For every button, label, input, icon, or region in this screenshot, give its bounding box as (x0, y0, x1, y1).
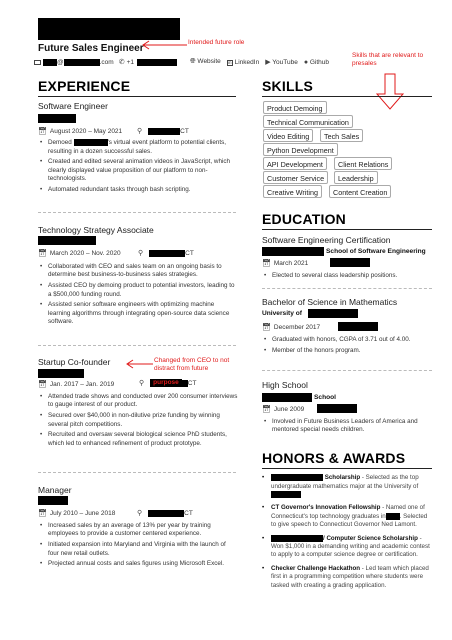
honor-text: - Won $1,000 in a demanding writing and academic contest to apply to a computer science degree or certification. (271, 534, 430, 559)
job-divider (38, 472, 236, 473)
job-bullets-1 (40, 139, 238, 197)
honor-title: CT Governor's Innovation Fellowship (271, 504, 381, 512)
skills-rule (262, 96, 432, 97)
edu-date-3 (262, 405, 304, 413)
job-meta-4 (38, 509, 115, 517)
link-linkedin[interactable] (227, 59, 259, 66)
location-pin-icon: ⚲ (137, 510, 143, 517)
job-bullets-4 (40, 522, 238, 571)
job-meta-1 (38, 127, 122, 135)
phone-prefix: +1 (126, 58, 134, 66)
list-item: • Recruited and oversaw several biological science PhD students, which led to enhanced refinement of product prototype. (40, 431, 238, 448)
startup-annotation: Changed from CEO to not distract from future (154, 357, 230, 373)
job-bullets-2 (40, 263, 238, 329)
location-redacted-2 (149, 250, 185, 257)
job-meta-3 (38, 380, 114, 388)
edu-org-1: School of Software Engineering (326, 248, 426, 255)
skill-tag: Technical Communication (263, 115, 353, 128)
honors-rule (262, 468, 432, 469)
list-item: • Collaborated with CEO and sales team on an ongoing basis to determine best business-to-business sales strategies. (40, 263, 238, 280)
edu-location-redacted-2 (338, 322, 378, 331)
honor-name-redacted (271, 535, 323, 542)
edu-title-1: Software Engineering Certification (262, 235, 391, 245)
github-icon: ● (303, 58, 309, 66)
edu-date-1 (262, 259, 308, 267)
list-item (40, 158, 238, 183)
skill-tag: Product Demoing (263, 101, 327, 114)
list-item (40, 186, 238, 194)
email-domain-redacted (64, 59, 100, 66)
location-pin-icon: ⚲ (138, 250, 144, 257)
link-youtube-label: YouTube (272, 59, 298, 66)
company-redacted-2 (38, 236, 96, 245)
job-dates-4: July 2010 – June 2018 (49, 509, 116, 517)
edu-org-3: School (314, 394, 336, 401)
skill-tag: Content Creation (329, 185, 391, 198)
link-github[interactable] (304, 59, 329, 66)
edu-school-redacted-1 (262, 247, 324, 256)
location-suffix-2: CT (185, 249, 194, 257)
edu-bullets-3 (264, 418, 430, 437)
skills-arrow (376, 72, 406, 112)
skill-tag: Video Editing (263, 129, 313, 142)
job-meta-2 (38, 249, 121, 257)
location-redacted-1 (148, 128, 180, 135)
job-title-2: Technology Strategy Associate (38, 225, 154, 235)
email-icon (34, 60, 41, 65)
calendar-icon: 📅︎ (38, 381, 47, 388)
edu-location-redacted-3 (317, 404, 357, 413)
link-website-label: Website (197, 58, 221, 65)
location-suffix-4: CT (184, 509, 193, 517)
skills-annotation: Skills that are relevant to presales (352, 52, 424, 68)
job-location-1 (137, 127, 189, 135)
education-rule (262, 229, 432, 230)
link-youtube[interactable] (265, 58, 298, 66)
link-github-label: Github (309, 58, 330, 66)
calendar-icon: 📅︎ (262, 406, 271, 413)
list-item (262, 535, 430, 560)
contact-row (34, 58, 177, 66)
bullet-text: Created and edited several animation videos in JavaScript, which clearly displayed value proposition of our platform to non-technologists. (48, 158, 231, 183)
phone-redacted (137, 59, 177, 66)
edu-bullets-2 (264, 336, 426, 358)
edu-org-2: University of (262, 310, 302, 317)
link-website[interactable] (190, 58, 221, 66)
location-suffix-3: CT (187, 379, 197, 387)
list-item (262, 504, 430, 529)
location-pin-icon: ⚲ (139, 380, 145, 387)
honor-text: - Selected as the top undergraduate mathematics major at the University of (271, 474, 419, 490)
list-item: • Increased sales by an average of 13% per year by training employees to provide a customer centered experience. (40, 522, 238, 539)
skill-tag: Client Relations (334, 157, 392, 170)
skills-heading: SKILLS (262, 78, 313, 94)
job-dates-2: March 2020 – Nov. 2020 (49, 249, 121, 257)
location-pin-icon: ⚲ (137, 128, 143, 135)
skill-tag: Python Development (263, 143, 338, 156)
honor-name-redacted (271, 474, 323, 481)
job-location-4 (137, 509, 193, 517)
role-arrow (140, 40, 188, 50)
job-bullets-3 (40, 393, 238, 451)
calendar-icon: 📅︎ (262, 260, 271, 267)
experience-rule (38, 96, 236, 97)
skill-tag: Tech Sales (320, 129, 363, 142)
education-heading: EDUCATION (262, 211, 346, 227)
skill-tag: Creative Writing (263, 185, 322, 198)
skill-tag: Customer Service (263, 171, 328, 184)
calendar-icon: 📅︎ (38, 510, 47, 517)
bullet-text: Demoed (48, 139, 74, 147)
edu-date-text-2: December 2017 (273, 323, 321, 331)
list-item: • Involved in Future Business Leaders of America and mentored special needs children. (264, 418, 430, 435)
edu-school-redacted-3 (262, 393, 312, 402)
honors-heading: HONORS & AWARDS (262, 450, 406, 466)
edu-divider (262, 370, 432, 371)
job-dates-3: Jan. 2017 – Jan. 2019 (49, 380, 115, 388)
edu-date-text-1: March 2021 (273, 259, 309, 267)
job-title-4: Manager (38, 485, 72, 495)
header-role: Future Sales Engineer (38, 43, 144, 54)
location-redacted-4 (148, 510, 184, 517)
purpose-annotation: purpose (150, 379, 182, 387)
list-item: • Projected annual costs and sales figures using Microsoft Excel. (40, 560, 238, 568)
email-domain-suffix: .com (99, 58, 114, 66)
calendar-icon: 📅︎ (38, 250, 47, 257)
edu-title-2: Bachelor of Science in Mathematics (262, 297, 398, 307)
skill-tag: API Development (263, 157, 327, 170)
job-location-2 (138, 249, 194, 257)
startup-arrow (124, 359, 154, 369)
company-redacted-4 (38, 496, 68, 505)
edu-location-redacted-1 (330, 258, 370, 267)
name-redacted (38, 18, 180, 40)
calendar-icon: 📅︎ (38, 128, 47, 135)
list-item (40, 139, 238, 156)
honor-text: - Led team which placed first in a programming competition where students were tasked with creating a grading application. (271, 564, 429, 589)
list-item: • Assisted CEO by demoing product to potential investors, leading to a $500,000 funding round. (40, 282, 238, 299)
globe-icon: 🌐︎ (190, 58, 196, 65)
list-item: • Elected to several class leadership positions. (264, 272, 434, 280)
honor-title: Checker Challenge Hackathon (271, 564, 361, 572)
job-divider (38, 212, 236, 213)
edu-school-redacted-2 (308, 309, 358, 318)
edu-date-text-3: June 2009 (273, 405, 305, 413)
skill-tag: Leadership (334, 171, 378, 184)
edu-title-3: High School (262, 380, 308, 390)
linkedin-icon: in (228, 59, 232, 65)
job-title-1: Software Engineer (38, 101, 108, 111)
job-divider (38, 345, 236, 346)
calendar-icon: 📅︎ (262, 324, 271, 331)
email-user-redacted (43, 59, 57, 66)
honor-school-redacted (271, 491, 301, 498)
job-location-3 (139, 379, 196, 387)
company-redacted-3 (38, 369, 84, 378)
role-annotation: Intended future role (188, 39, 245, 46)
honor-text: - Named one of Connecticut's top technology graduates in (271, 504, 425, 520)
honors-list (262, 474, 430, 595)
list-item (262, 565, 430, 590)
honor-text: . Selected to give speech to Connecticut Governor Ned Lamont. (271, 512, 428, 529)
header-links (190, 58, 329, 66)
list-item: • Assisted senior software engineers with optimizing machine learning algorithms through integrating open-source data science software. (40, 301, 238, 326)
bullet-text: Automated redundant tasks through bash scripting. (48, 185, 191, 193)
edu-date-2 (262, 323, 320, 331)
job-title-3: Startup Co-founder (38, 357, 111, 367)
phone-icon: ✆ (118, 59, 125, 66)
list-item: • Secured over $40,000 in non-dilutive prize funding by winning several pitch competitions. (40, 412, 238, 429)
edu-divider (262, 288, 432, 289)
list-item: • Initiated expansion into Maryland and Virginia with the launch of four new retail outlets. (40, 541, 238, 558)
honor-title: / Computer Science Scholarship (323, 534, 418, 542)
list-item: • Member of the honors program. (264, 347, 426, 355)
email-at: @ (57, 58, 64, 66)
company-redacted-1 (38, 114, 76, 123)
link-linkedin-label: LinkedIn (234, 58, 260, 66)
honor-year-redacted (386, 513, 400, 520)
company-inline-redacted (74, 139, 108, 146)
edu-bullets-1 (264, 272, 434, 283)
location-suffix-1: CT (180, 127, 189, 135)
youtube-icon: ▶ (265, 59, 271, 66)
list-item (262, 474, 430, 499)
bullet-text: 's virtual event platform to potential clients, resulting in a dozen successful sales. (48, 139, 227, 155)
job-dates-1: August 2020 – May 2021 (49, 127, 123, 135)
list-item: • Attended trade shows and conducted over 200 consumer interviews to gauge interest of our product. (40, 393, 238, 410)
list-item: • Graduated with honors, CGPA of 3.71 out of 4.00. (264, 336, 426, 344)
experience-heading: EXPERIENCE (38, 78, 131, 94)
honor-title: Scholarship (324, 474, 361, 482)
